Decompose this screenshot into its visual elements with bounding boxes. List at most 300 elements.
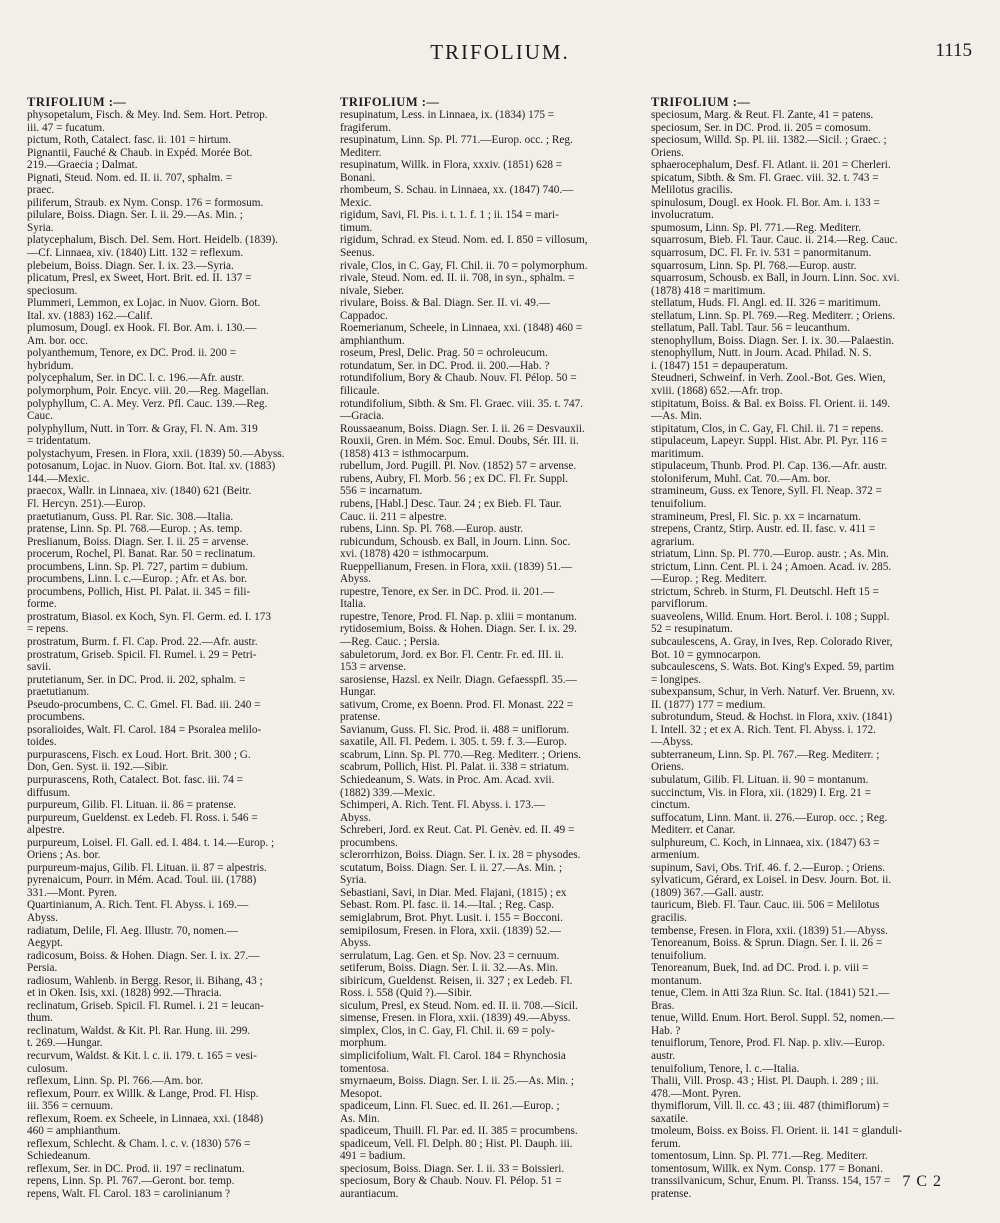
entry-line: Tenoreanum, Buek, Ind. ad DC. Prod. i. p. viii = <box>651 962 869 975</box>
entry-line: squarrosum, Linn. Sp. Pl. 768.—Europ. austr. <box>651 259 857 272</box>
entry-line: 556 = incarnatum. <box>340 485 423 498</box>
index-entry <box>340 322 636 347</box>
index-entry <box>651 222 947 235</box>
entry-line: 153 = arvense. <box>340 661 407 674</box>
index-entry <box>651 837 947 862</box>
entry-line: purpureum-majus, Gilib. Fl. Lituan. ii. 87 = alpestris. <box>27 861 267 874</box>
entry-line: pilulare, Boiss. Diagn. Ser. I. ii. 29.—As. Min. ; <box>27 209 243 222</box>
index-entry <box>340 1075 636 1100</box>
index-entry <box>651 812 947 837</box>
index-entry <box>340 109 636 134</box>
index-entry <box>651 686 947 711</box>
entry-line: 144.—Mexic. <box>27 472 90 485</box>
entry-line: subulatum, Gilib. Fl. Lituan. ii. 90 = montanum. <box>651 773 869 786</box>
entry-line: savii. <box>27 661 52 674</box>
index-entry <box>340 962 636 975</box>
index-entry <box>651 787 947 812</box>
index-entry <box>340 159 636 184</box>
entry-line: polyanthemum, Tenore, ex DC. Prod. ii. 200 = <box>27 347 237 360</box>
entry-line: hybridum. <box>27 359 74 372</box>
running-title: TRIFOLIUM. <box>430 40 570 64</box>
entry-line: cinctum. <box>651 799 691 812</box>
entry-list <box>27 109 323 1201</box>
entry-line: Am. bor. occ. <box>27 334 88 347</box>
index-entry <box>651 962 947 987</box>
index-entry <box>651 1075 947 1100</box>
entry-line: rivale, Clos, in C. Gay, Fl. Chil. ii. 70 = polymorphum. <box>340 259 588 272</box>
entry-line: tenuifolium. <box>651 497 707 510</box>
entry-line: striatum, Linn. Sp. Pl. 770.—Europ. austr. ; As. Min. <box>651 548 889 561</box>
entry-list <box>340 109 636 1201</box>
index-entry <box>340 699 636 724</box>
index-entry <box>340 761 636 774</box>
entry-line: Roemerianum, Scheele, in Linnaea, xxi. (1848) 460 = <box>340 322 583 335</box>
entry-line: transsilvanicum, Schur, Enum. Pl. Transs. 154, 157 = <box>651 1175 891 1188</box>
entry-line: squarrosum, Bieb. Fl. Taur. Cauc. ii. 214.—Reg. Cauc. <box>651 234 898 247</box>
entry-line: plumosum, Dougl. ex Hook. Fl. Bor. Am. i. 130.— <box>27 322 257 335</box>
entry-line: maritimum. <box>651 447 704 460</box>
entry-line: serrulatum, Lag. Gen. et Sp. Nov. 23 = cernuum. <box>340 949 560 962</box>
index-entry <box>340 736 636 749</box>
entry-line: = tridentatum. <box>27 435 91 448</box>
index-entry <box>27 1088 323 1113</box>
index-entry <box>27 874 323 899</box>
index-entry <box>651 172 947 197</box>
entry-line: Hab. ? <box>651 1024 681 1037</box>
entry-line: tenue, Clem. in Atti 3za Riun. Sc. Ital. (1841) 521.— <box>651 987 890 1000</box>
entry-line: subexpansum, Schur, in Verh. Naturf. Ver. Bruenn, xv. <box>651 686 895 699</box>
index-entry <box>340 623 636 648</box>
index-entry <box>27 372 323 385</box>
entry-line: fragiferum. <box>340 121 391 134</box>
entry-line: purpureum, Gilib. Fl. Lituan. ii. 86 = pratense. <box>27 799 237 812</box>
entry-line: Sebast. Rom. Pl. fasc. ii. 14.—Ital. ; Reg. Casp. <box>340 899 555 912</box>
entry-line: —Europ. ; Reg. Mediterr. <box>651 573 767 586</box>
entry-line: 52 = resupinatum. <box>651 623 733 636</box>
index-entry <box>651 611 947 636</box>
index-entry <box>27 1050 323 1075</box>
entry-line: Schimperi, A. Rich. Tent. Fl. Abyss. i. 173.— <box>340 799 545 812</box>
index-entry <box>27 109 323 134</box>
index-entry <box>27 561 323 574</box>
index-entry <box>340 134 636 159</box>
entry-line: scabrum, Linn. Sp. Pl. 770.—Reg. Mediterr. ; Oriens. <box>340 748 581 761</box>
index-entry <box>27 699 323 724</box>
entry-line: polystachyum, Fresen. in Flora, xxii. (1839) 50.—Abyss. <box>27 447 285 460</box>
entry-line: sibiricum, Gueldenst. Reisen, ii. 327 ; ex Ledeb. Fl. <box>340 974 573 987</box>
index-column-3 <box>651 96 947 1201</box>
index-entry <box>340 849 636 862</box>
index-entry <box>340 435 636 460</box>
entry-line: Abyss. <box>340 937 371 950</box>
entry-line: suaveolens, Willd. Enum. Hort. Berol. i. 108 ; Suppl. <box>651 610 890 623</box>
index-entry <box>27 749 323 774</box>
entry-line: toides. <box>27 736 57 749</box>
index-entry <box>651 899 947 924</box>
index-entry <box>651 1100 947 1125</box>
entry-line: supinum, Savi, Obs. Trif. 46. f. 2.—Europ. ; Oriens. <box>651 861 886 874</box>
index-entry <box>27 385 323 398</box>
entry-line: siculum, Presl, ex Steud. Nom. ed. II. ii. 708.—Sicil. <box>340 999 578 1012</box>
index-entry <box>651 636 947 661</box>
entry-line: praetutianum, Guss. Pl. Rar. Sic. 308.—Italia. <box>27 510 234 523</box>
index-entry <box>27 398 323 423</box>
entry-line: Roussaeanum, Boiss. Diagn. Ser. I. ii. 26 = Desvauxii. <box>340 422 585 435</box>
index-entry <box>27 1025 323 1050</box>
entry-line: spumosum, Linn. Sp. Pl. 771.—Reg. Mediterr. <box>651 221 862 234</box>
index-entry <box>27 774 323 799</box>
index-entry <box>651 1037 947 1062</box>
index-entry <box>27 485 323 510</box>
index-entry <box>340 975 636 1000</box>
entry-line: rytidosemium, Boiss. & Hohen. Diagn. Ser. I. ix. 29. <box>340 623 577 636</box>
entry-line: Abyss. <box>340 811 371 824</box>
entry-line: procumbens, Linn. Sp. Pl. 727, partim = dubium. <box>27 560 249 573</box>
entry-line: simense, Fresen. in Flora, xxii. (1839) 49.—Abyss. <box>340 1012 571 1025</box>
entry-line: Savianum, Guss. Fl. Sic. Prod. ii. 488 = uniflorum. <box>340 723 570 736</box>
index-entry <box>27 147 323 172</box>
entry-line: pictum, Roth, Catalect. fasc. ii. 101 = hirtum. <box>27 134 232 147</box>
index-entry <box>27 548 323 561</box>
entry-line: rigidum, Savi, Fl. Pis. i. t. 1. f. 1 ; ii. 154 = mari- <box>340 209 559 222</box>
index-entry <box>340 297 636 322</box>
entry-line: polymorphum, Poir. Encyc. viii. 20.—Reg. Magellan. <box>27 385 269 398</box>
index-entry <box>651 234 947 247</box>
index-entry <box>651 511 947 524</box>
index-entry <box>651 197 947 222</box>
entry-line: Pseudo-procumbens, C. C. Gmel. Fl. Bad. iii. 240 = <box>27 698 261 711</box>
index-entry <box>651 247 947 260</box>
entry-line: plebeium, Boiss. Diagn. Ser. I. ix. 23.—Syria. <box>27 259 234 272</box>
entry-line: rivulare, Boiss. & Bal. Diagn. Ser. II. vi. 49.— <box>340 297 550 310</box>
index-entry <box>27 209 323 234</box>
entry-line: alpestre. <box>27 824 65 837</box>
entry-line: speciosum, Willd. Sp. Pl. iii. 1382.—Sicil. ; Graec. ; <box>651 134 887 147</box>
entry-line: Oriens. <box>651 146 684 159</box>
index-entry <box>340 824 636 849</box>
entry-line: Schiedeanum, S. Wats. in Proc. Am. Acad. xvii. <box>340 773 555 786</box>
entry-line: Schreberi, Jord. ex Reut. Cat. Pl. Genèv. ed. II. 49 = <box>340 824 575 837</box>
index-entry <box>27 347 323 372</box>
entry-line: scutatum, Boiss. Diagn. Ser. I. ii. 27.—As. Min. ; <box>340 861 563 874</box>
entry-line: Cauc. <box>27 410 53 423</box>
entry-line: 331.—Mont. Pyren. <box>27 886 117 899</box>
index-entry <box>651 523 947 548</box>
entry-line: rubens, Linn. Sp. Pl. 768.—Europ. austr. <box>340 523 524 536</box>
index-entry <box>340 1163 636 1176</box>
index-entry <box>340 1025 636 1050</box>
index-entry <box>651 134 947 159</box>
entry-line: praec. <box>27 184 55 197</box>
entry-line: rotundatum, Ser. in DC. Prod. ii. 200.—Hab. ? <box>340 359 550 372</box>
index-entry <box>651 347 947 372</box>
entry-line: stipitatum, Clos, in C. Gay, Fl. Chil. ii. 71 = repens. <box>651 422 884 435</box>
index-entry <box>651 661 947 686</box>
entry-line: Italia. <box>340 598 366 611</box>
index-entry <box>340 372 636 397</box>
index-entry <box>27 674 323 699</box>
entry-line: semipilosum, Fresen. in Flora, xxii. (1839) 52.— <box>340 924 561 937</box>
entry-line: stramineum, Guss. ex Tenore, Syll. Fl. Neap. 372 = <box>651 485 882 498</box>
index-entry <box>340 498 636 523</box>
entry-line: potosanum, Lojac. in Nuov. Giorn. Bot. Ital. xv. (1883) <box>27 460 276 473</box>
entry-line: Melilotus gracilis. <box>651 184 733 197</box>
entry-line: prostratum, Burm. f. Fl. Cap. Prod. 22.—Afr. austr. <box>27 635 258 648</box>
entry-line: = longipes. <box>651 673 702 686</box>
index-entry <box>27 1163 323 1176</box>
index-entry <box>340 1012 636 1025</box>
index-entry <box>340 611 636 624</box>
entry-line: speciosum, Boiss. Diagn. Ser. I. ii. 33 = Boissieri. <box>340 1162 565 1175</box>
entry-line: strepens, Crantz, Stirp. Austr. ed. II. fasc. v. 411 = <box>651 523 876 536</box>
entry-line: Ital. xv. (1883) 162.—Calif. <box>27 309 153 322</box>
entry-line: Pignantii, Fauché & Chaub. in Expéd. Morée Bot. <box>27 146 253 159</box>
entry-line: gracilis. <box>651 912 687 924</box>
entry-line: parviflorum. <box>651 598 708 611</box>
entry-line: prostratum, Griseb. Spicil. Fl. Rumel. i. 29 = Petri- <box>27 648 257 661</box>
entry-line: forme. <box>27 598 57 611</box>
entry-line: timum. <box>340 221 373 234</box>
entry-line: i. (1847) 151 = depauperatum. <box>651 359 788 372</box>
index-column-2 <box>340 96 636 1201</box>
entry-line: II. (1877) 177 = medium. <box>651 698 766 711</box>
index-entry <box>651 1012 947 1037</box>
entry-line: reclinatum, Waldst. & Kit. Pl. Rar. Hung. iii. 299. <box>27 1024 251 1037</box>
entry-line: 491 = badium. <box>340 1150 406 1163</box>
entry-line: rivale, Steud. Nom. ed. II. ii. 708, in syn., sphalm. = <box>340 272 575 285</box>
entry-line: speciosum, Marg. & Reut. Fl. Zante, 41 = patens. <box>651 109 874 121</box>
index-entry <box>27 423 323 448</box>
index-entry <box>27 234 323 259</box>
entry-line: simplicifolium, Walt. Fl. Carol. 184 = Rhynchosia <box>340 1050 566 1063</box>
index-entry <box>651 372 947 397</box>
index-entry <box>651 109 947 122</box>
entry-line: aurantiacum. <box>340 1188 399 1201</box>
entry-line: Mesopot. <box>340 1087 383 1100</box>
entry-line: reflexum, Ser. in DC. Prod. ii. 197 = reclinatum. <box>27 1162 245 1175</box>
entry-line: Bras. <box>651 999 675 1012</box>
index-entry <box>340 925 636 950</box>
index-entry <box>651 122 947 135</box>
index-entry <box>27 649 323 674</box>
index-entry <box>651 297 947 310</box>
page-number: 1115 <box>935 40 972 61</box>
index-entry <box>651 586 947 611</box>
entry-line: purpureum, Gueldenst. ex Ledeb. Fl. Ross. i. 546 = <box>27 811 258 824</box>
entry-line: thum. <box>27 1012 53 1025</box>
entry-line: repens, Walt. Fl. Carol. 183 = carolinianum ? <box>27 1188 230 1201</box>
index-entry <box>651 159 947 172</box>
entry-line: Schiedeanum. <box>27 1150 91 1163</box>
entry-line: —Cf. Linnaea, xiv. (1840) Litt. 132 = reflexum. <box>27 247 244 260</box>
index-entry <box>651 1063 947 1076</box>
index-entry <box>27 799 323 812</box>
entry-line: semiglabrum, Brot. Phyt. Lusit. i. 155 = Bocconi. <box>340 912 563 924</box>
entry-list <box>651 109 947 1201</box>
index-entry <box>340 649 636 674</box>
index-entry <box>651 435 947 460</box>
index-entry <box>27 636 323 649</box>
column-heading: TRIFOLIUM :— <box>340 95 440 109</box>
entry-line: Abyss. <box>27 912 58 924</box>
index-entry <box>651 473 947 486</box>
entry-line: polycephalum, Ser. in DC. l. c. 196.—Afr. austr. <box>27 372 245 385</box>
entry-line: Fl. Hercyn. 251).—Europ. <box>27 497 146 510</box>
index-entry <box>340 473 636 498</box>
index-entry <box>27 536 323 549</box>
entry-line: Pignati, Steud. Nom. ed. II. ii. 707, sphalm. = <box>27 171 233 184</box>
entry-line: stipulaceum, Thunb. Prod. Pl. Cap. 136.—Afr. austr. <box>651 460 888 473</box>
entry-line: purpureum, Loisel. Fl. Gall. ed. I. 484. t. 14.—Europ. ; <box>27 836 275 849</box>
entry-line: xviii. (1868) 652.—Afr. trop. <box>651 385 783 398</box>
entry-line: Oriens. <box>651 761 684 774</box>
index-entry <box>340 536 636 561</box>
entry-line: polyphyllum, C. A. Mey. Verz. Pfl. Cauc. 139.—Reg. <box>27 397 268 410</box>
entry-line: purpurascens, Fisch. ex Loud. Hort. Brit. 300 ; G. <box>27 748 251 761</box>
entry-line: squarrosum, DC. Fl. Fr. iv. 531 = panormitanum. <box>651 247 872 260</box>
entry-line: Mediterr. et Canar. <box>651 824 736 837</box>
entry-line: spadiceum, Thuill. Fl. Par. ed. II. 385 = procumbens. <box>340 1125 578 1138</box>
entry-line: stenophyllum, Boiss. Diagn. Ser. I. ix. 30.—Palaestin. <box>651 334 895 347</box>
entry-line: resupinatum, Less. in Linnaea, ix. (1834) 175 = <box>340 109 555 121</box>
index-entry <box>340 586 636 611</box>
entry-line: sarosiense, Hazsl. ex Neilr. Diagn. Gefaesspfl. 35.— <box>340 673 577 686</box>
entry-line: recurvum, Waldst. & Kit. l. c. ii. 179. t. 165 = vesi- <box>27 1050 257 1063</box>
index-entry <box>340 234 636 259</box>
entry-line: piliferum, Straub. ex Nym. Consp. 176 = formosum. <box>27 196 264 209</box>
index-entry <box>27 172 323 197</box>
entry-line: tenuifolium. <box>651 949 707 962</box>
entry-line: Aegypt. <box>27 937 63 950</box>
index-entry <box>340 272 636 297</box>
entry-line: (1882) 339.—Mexic. <box>340 786 436 799</box>
entry-line: rupestre, Tenore, Prod. Fl. Nap. p. xliii = montanum. <box>340 610 577 623</box>
index-entry <box>340 950 636 963</box>
entry-line: pratense, Linn. Sp. Pl. 768.—Europ. ; As. temp. <box>27 523 243 536</box>
entry-line: tenuiflorum, Tenore, Prod. Fl. Nap. p. xliv.—Europ. <box>651 1037 885 1050</box>
entry-line: Bonani. <box>340 171 376 184</box>
entry-line: Thalii, Vill. Prosp. 43 ; Hist. Pl. Dauph. i. 289 ; iii. <box>651 1075 879 1088</box>
entry-line: Ross. i. 558 (Quid ?).—Sibir. <box>340 987 472 1000</box>
index-entry <box>340 1000 636 1013</box>
entry-line: resupinatum, Willk. in Flora, xxxiv. (1851) 628 = <box>340 159 563 172</box>
entry-line: 478.—Mont. Pyren. <box>651 1087 741 1100</box>
entry-line: diffusum. <box>27 786 71 799</box>
entry-line: rotundifolium, Bory & Chaub. Nouv. Fl. Pélop. 50 = <box>340 372 577 385</box>
entry-line: et in Oken. Isis, xxi. (1828) 992.—Thracia. <box>27 987 222 1000</box>
entry-line: 460 = amphianthum. <box>27 1125 121 1138</box>
entry-line: reflexum, Linn. Sp. Pl. 766.—Am. bor. <box>27 1075 204 1088</box>
index-entry <box>340 1050 636 1075</box>
index-entry <box>340 862 636 887</box>
index-entry <box>27 523 323 536</box>
entry-line: platycephalum, Bisch. Del. Sem. Hort. Heidelb. (1839). <box>27 234 278 247</box>
index-entry <box>651 749 947 774</box>
entry-line: subcaulescens, S. Wats. Bot. King's Exped. 59, partim <box>651 661 895 674</box>
index-entry <box>340 260 636 273</box>
entry-line: Sebastiani, Savi, in Diar. Med. Flajani, (1815) ; ex <box>340 886 567 899</box>
entry-line: sphaerocephalum, Desf. Fl. Atlant. ii. 201 = Cherleri. <box>651 159 891 172</box>
index-entry <box>340 912 636 925</box>
index-entry <box>651 874 947 899</box>
entry-line: strictum, Schreb. in Sturm, Fl. Deutschl. Heft 15 = <box>651 585 879 598</box>
entry-line: (1858) 413 = isthmocarpum. <box>340 447 469 460</box>
index-entry <box>340 1125 636 1138</box>
index-entry <box>27 460 323 485</box>
entry-line: Abyss. <box>340 573 371 586</box>
index-entry <box>651 937 947 962</box>
index-entry <box>651 460 947 473</box>
index-entry <box>651 310 947 323</box>
entry-line: agrarium. <box>651 535 695 548</box>
entry-line: tomentosum, Willk. ex Nym. Consp. 177 = Bonani. <box>651 1162 883 1175</box>
index-entry <box>340 724 636 737</box>
index-entry <box>340 561 636 586</box>
entry-line: Steudneri, Schweinf. in Verh. Zool.-Bot. Ges. Wien, <box>651 372 886 385</box>
entry-line: radiosum, Wahlenb. in Bergg. Resor, ii. Bihang, 43 ; <box>27 974 263 987</box>
index-entry <box>27 862 323 875</box>
entry-line: stramineum, Presl, Fl. Sic. p. xx = incarnatum. <box>651 510 861 523</box>
entry-line: spadiceum, Linn. Fl. Suec. ed. II. 261.—Europ. ; <box>340 1100 560 1113</box>
index-entry <box>651 862 947 875</box>
entry-line: plicatum, Presl, ex Sweet, Hort. Brit. ed. II. 137 = <box>27 272 252 285</box>
entry-line: procerum, Rochel, Pl. Banat. Rar. 50 = reclinatum. <box>27 548 256 561</box>
entry-line: procumbens, Pollich, Hist. Pl. Palat. ii. 345 = fili- <box>27 585 251 598</box>
entry-line: Mediterr. <box>340 146 382 159</box>
entry-line: Persia. <box>27 962 58 975</box>
entry-line: Syria. <box>340 874 367 887</box>
entry-line: Syria. <box>27 221 54 234</box>
index-entry <box>27 272 323 297</box>
entry-line: tembense, Fresen. in Flora, xxii. (1839) 51.—Abyss. <box>651 924 888 937</box>
index-entry <box>651 398 947 423</box>
entry-line: Rueppellianum, Fresen. in Flora, xxii. (1839) 51.— <box>340 560 573 573</box>
entry-line: subcaulescens, A. Gray, in Ives, Rep. Colorado River, <box>651 635 893 648</box>
entry-line: sclerorrhizon, Boiss. Diagn. Ser. I. ix. 28 = physodes. <box>340 849 581 862</box>
index-entry <box>340 799 636 824</box>
index-entry <box>651 774 947 787</box>
entry-line: rubellum, Jord. Pugill. Pl. Nov. (1852) 57 = arvense. <box>340 460 577 473</box>
index-entry <box>651 423 947 436</box>
index-entry <box>27 297 323 322</box>
entry-line: = repens. <box>27 623 69 636</box>
index-entry <box>651 335 947 348</box>
index-entry <box>27 134 323 147</box>
entry-line: —Abyss. <box>651 736 694 749</box>
entry-line: simplex, Clos, in C. Gay, Fl. Chil. ii. 69 = poly- <box>340 1024 555 1037</box>
index-entry <box>651 711 947 749</box>
index-entry <box>651 561 947 586</box>
entry-line: speciosum, Ser. in DC. Prod. ii. 205 = comosum. <box>651 121 872 134</box>
entry-line: rupestre, Tenore, ex Ser. in DC. Prod. ii. 201.— <box>340 585 555 598</box>
entry-line: radiatum, Delile, Fl. Aeg. Illustr. 70, nomen.— <box>27 924 238 937</box>
index-entry <box>340 887 636 912</box>
entry-line: involucratum. <box>651 209 714 222</box>
entry-line: rigidum, Schrad. ex Steud. Nom. ed. I. 850 = villosum, <box>340 234 588 247</box>
entry-line: tenuifolium, Tenore, l. c.—Italia. <box>651 1062 800 1075</box>
entry-line: Hungar. <box>340 686 376 699</box>
entry-line: sylvaticum, Gérard, ex Loisel. in Desv. Journ. Bot. ii. <box>651 874 892 887</box>
entry-line: saxatile, All. Fl. Pedem. i. 305. t. 59. f. 3.—Europ. <box>340 736 567 749</box>
index-entry <box>340 460 636 473</box>
entry-line: praetutianum. <box>27 686 90 699</box>
index-entry <box>27 899 323 924</box>
entry-line: I. Intell. 32 ; et ex A. Rich. Tent. Fl. Abyss. i. 172. <box>651 723 876 736</box>
entry-line: tauricum, Bieb. Fl. Taur. Cauc. iii. 506 = Melilotus <box>651 899 880 912</box>
index-entry <box>340 398 636 423</box>
entry-line: spicatum, Sibth. & Sm. Fl. Graec. viii. 32. t. 743 = <box>651 171 879 184</box>
index-entry <box>651 260 947 273</box>
